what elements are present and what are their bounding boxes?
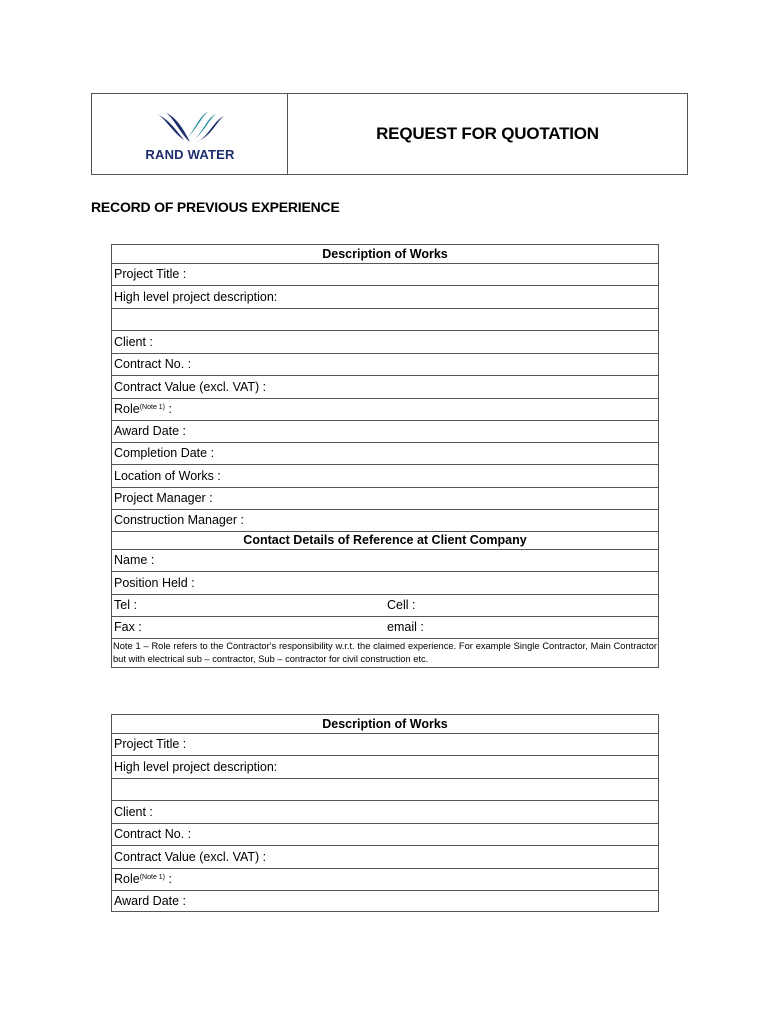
high-level-description-field[interactable]: High level project description: (112, 286, 659, 309)
tel-field[interactable]: Tel : (114, 598, 137, 613)
role-label: Role (114, 872, 140, 887)
logo-cell (92, 94, 288, 174)
fax-email-row (112, 617, 659, 639)
role-note: Note 1 – Role refers to the Contractor's responsibility w.r.t. the claimed experience. For example Single Contractor, Main Contractor but with electrical sub – contractor, Sub – contractor for civil construction etc. (112, 639, 659, 668)
cell-field[interactable]: Cell : (387, 598, 416, 613)
description-heading: Description of Works (112, 715, 659, 734)
role-note-ref: (Note 1) (139, 874, 166, 882)
award-date-field[interactable]: Award Date : (112, 421, 659, 443)
role-suffix: : (165, 872, 172, 887)
high-level-description-field[interactable]: High level project description: (112, 756, 659, 779)
section-heading: RECORD OF PREVIOUS EXPERIENCE (91, 199, 340, 215)
name-field[interactable]: Name : (112, 550, 659, 572)
project-title-field[interactable]: Project Title : (112, 734, 659, 756)
award-date-field[interactable]: Award Date : (112, 891, 659, 912)
high-level-description-blank[interactable] (112, 779, 659, 801)
rand-water-logo-icon (154, 108, 226, 148)
role-suffix: : (165, 402, 172, 417)
client-field[interactable]: Client : (112, 331, 659, 354)
title-cell (288, 94, 687, 174)
contact-heading: Contact Details of Reference at Client Company (112, 532, 659, 550)
role-note-ref: (Note 1) (139, 404, 166, 412)
position-field[interactable]: Position Held : (112, 572, 659, 595)
email-field[interactable]: email : (387, 620, 424, 635)
experience-form-1 (111, 244, 659, 668)
location-field[interactable]: Location of Works : (112, 465, 659, 488)
high-level-description-blank[interactable] (112, 309, 659, 331)
page-title: REQUEST FOR QUOTATION (376, 124, 599, 143)
contract-no-field[interactable]: Contract No. : (112, 824, 659, 846)
role-label: Role (114, 402, 140, 417)
experience-form-2 (111, 714, 659, 912)
project-manager-field[interactable]: Project Manager : (112, 488, 659, 510)
contract-value-field[interactable]: Contract Value (excl. VAT) : (112, 846, 659, 869)
role-field[interactable] (112, 869, 659, 891)
tel-cell-row (112, 595, 659, 617)
document-header (91, 93, 688, 175)
contract-value-field[interactable]: Contract Value (excl. VAT) : (112, 376, 659, 399)
client-field[interactable]: Client : (112, 801, 659, 824)
project-title-field[interactable]: Project Title : (112, 264, 659, 286)
logo-text: RAND WATER (145, 147, 235, 162)
fax-field[interactable]: Fax : (114, 620, 142, 635)
role-field[interactable] (112, 399, 659, 421)
contract-no-field[interactable]: Contract No. : (112, 354, 659, 376)
completion-date-field[interactable]: Completion Date : (112, 443, 659, 465)
description-heading: Description of Works (112, 245, 659, 264)
construction-manager-field[interactable]: Construction Manager : (112, 510, 659, 532)
